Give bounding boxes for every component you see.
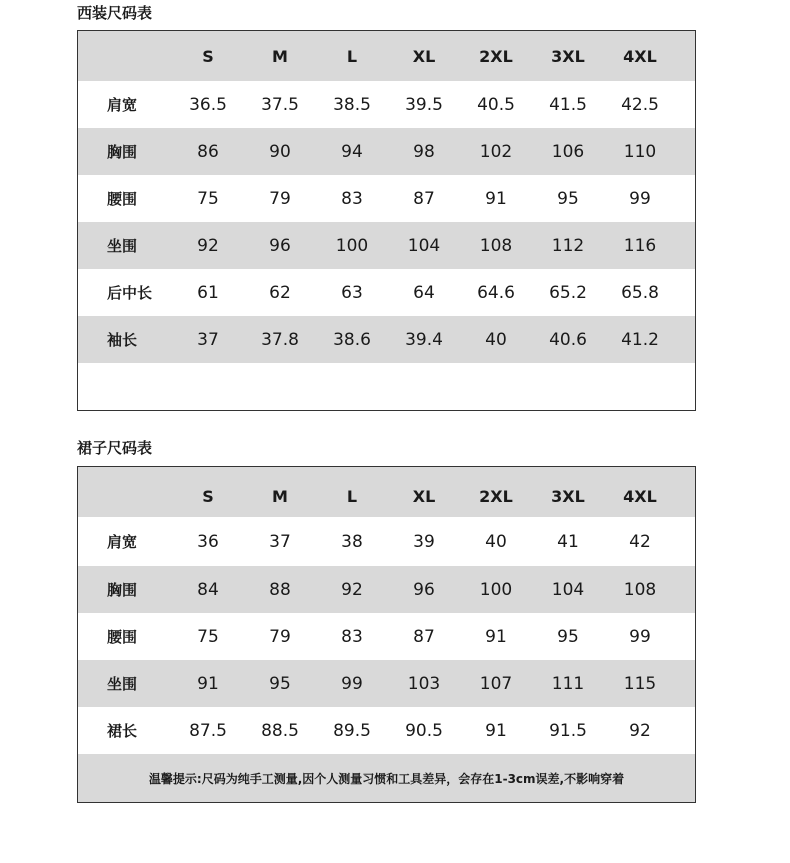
size-header-2xl: 2XL	[479, 46, 513, 66]
value-xl: 98	[413, 141, 435, 162]
value-xl: 87	[413, 626, 435, 647]
size-header-l: L	[346, 46, 358, 66]
value-s: 92	[197, 235, 219, 256]
value-2xl: 91	[485, 626, 507, 647]
value-4xl: 110	[623, 141, 657, 162]
row-label: 胸围	[107, 143, 138, 161]
value-2xl: 100	[479, 579, 513, 600]
empty-row	[78, 363, 695, 410]
value-4xl: 115	[623, 673, 657, 694]
row-waist	[78, 175, 695, 222]
value-s: 75	[197, 626, 219, 647]
value-s: 36.5	[189, 94, 227, 115]
size-header-row	[78, 467, 695, 517]
value-l: 92	[341, 579, 363, 600]
value-2xl: 64.6	[477, 282, 515, 303]
size-header-m: M	[272, 46, 288, 66]
row-chest	[78, 566, 695, 613]
value-s: 84	[197, 579, 219, 600]
size-header-xl: XL	[412, 46, 436, 66]
row-chest	[78, 128, 695, 175]
value-l: 89.5	[333, 720, 371, 741]
row-back-length	[78, 269, 695, 316]
value-2xl: 108	[479, 235, 513, 256]
measurement-note: 温馨提示:尺码为纯手工测量,因个人测量习惯和工具差异，会存在1-3cm误差,不影响穿着	[148, 771, 625, 786]
value-2xl: 40	[485, 329, 507, 350]
value-xl: 87	[413, 188, 435, 209]
value-2xl: 91	[485, 188, 507, 209]
value-l: 63	[341, 282, 363, 303]
row-label: 肩宽	[107, 96, 138, 114]
value-s: 61	[197, 282, 219, 303]
value-4xl: 42	[629, 531, 651, 552]
row-shoulder-width	[78, 517, 695, 566]
value-2xl: 91	[485, 720, 507, 741]
value-xl: 39	[413, 531, 435, 552]
value-l: 38.6	[333, 329, 371, 350]
size-header-3xl: 3XL	[551, 486, 585, 506]
value-3xl: 104	[551, 579, 585, 600]
size-header-m: M	[272, 486, 288, 506]
suit-size-chart-title: 西装尺码表	[77, 4, 153, 22]
value-l: 83	[341, 626, 363, 647]
value-xl: 90.5	[405, 720, 443, 741]
value-3xl: 95	[557, 188, 579, 209]
row-sleeve-length	[78, 316, 695, 363]
row-label: 胸围	[107, 581, 138, 599]
value-4xl: 99	[629, 188, 651, 209]
value-m: 62	[269, 282, 291, 303]
value-xl: 103	[407, 673, 441, 694]
value-l: 83	[341, 188, 363, 209]
row-label: 肩宽	[107, 533, 138, 551]
value-m: 37	[269, 531, 291, 552]
value-4xl: 65.8	[621, 282, 659, 303]
value-3xl: 41	[557, 531, 579, 552]
value-m: 88	[269, 579, 291, 600]
row-shoulder-width	[78, 81, 695, 128]
value-2xl: 40.5	[477, 94, 515, 115]
value-3xl: 40.6	[549, 329, 587, 350]
value-3xl: 106	[551, 141, 585, 162]
value-3xl: 41.5	[549, 94, 587, 115]
row-waist	[78, 613, 695, 660]
row-hip	[78, 222, 695, 269]
value-4xl: 92	[629, 720, 651, 741]
value-m: 37.8	[261, 329, 299, 350]
value-s: 86	[197, 141, 219, 162]
row-label: 腰围	[107, 628, 138, 646]
value-m: 96	[269, 235, 291, 256]
value-2xl: 40	[485, 531, 507, 552]
value-s: 75	[197, 188, 219, 209]
size-header-s: S	[202, 486, 214, 506]
value-2xl: 102	[479, 141, 513, 162]
skirt-size-chart	[77, 466, 696, 803]
value-2xl: 107	[479, 673, 513, 694]
value-m: 37.5	[261, 94, 299, 115]
row-skirt-length	[78, 707, 695, 754]
value-xl: 104	[407, 235, 441, 256]
value-m: 90	[269, 141, 291, 162]
value-4xl: 42.5	[621, 94, 659, 115]
row-hip	[78, 660, 695, 707]
value-s: 87.5	[189, 720, 227, 741]
value-l: 38.5	[333, 94, 371, 115]
value-4xl: 99	[629, 626, 651, 647]
value-3xl: 91.5	[549, 720, 587, 741]
skirt-size-chart-title: 裙子尺码表	[77, 439, 153, 457]
value-m: 79	[269, 188, 291, 209]
value-m: 95	[269, 673, 291, 694]
value-l: 94	[341, 141, 363, 162]
suit-size-chart	[77, 30, 696, 411]
size-header-2xl: 2XL	[479, 486, 513, 506]
row-label: 腰围	[107, 190, 138, 208]
value-xl: 96	[413, 579, 435, 600]
row-label: 坐围	[107, 675, 138, 693]
value-m: 79	[269, 626, 291, 647]
size-header-l: L	[346, 486, 358, 506]
value-s: 91	[197, 673, 219, 694]
measurement-note-row	[78, 754, 695, 802]
size-header-4xl: 4XL	[623, 46, 657, 66]
size-header-xl: XL	[412, 486, 436, 506]
size-header-s: S	[202, 46, 214, 66]
row-label: 后中长	[107, 284, 153, 302]
value-xl: 39.4	[405, 329, 443, 350]
value-3xl: 95	[557, 626, 579, 647]
size-header-3xl: 3XL	[551, 46, 585, 66]
value-xl: 64	[413, 282, 435, 303]
value-3xl: 65.2	[549, 282, 587, 303]
value-4xl: 41.2	[621, 329, 659, 350]
row-label: 裙长	[107, 722, 138, 740]
value-l: 38	[341, 531, 363, 552]
value-3xl: 112	[551, 235, 585, 256]
value-m: 88.5	[261, 720, 299, 741]
value-3xl: 111	[551, 673, 585, 694]
value-s: 37	[197, 329, 219, 350]
row-label: 袖长	[107, 331, 138, 349]
row-label: 坐围	[107, 237, 138, 255]
value-s: 36	[197, 531, 219, 552]
value-xl: 39.5	[405, 94, 443, 115]
value-l: 99	[341, 673, 363, 694]
size-header-4xl: 4XL	[623, 486, 657, 506]
size-header-row	[78, 31, 695, 81]
value-l: 100	[335, 235, 369, 256]
value-4xl: 108	[623, 579, 657, 600]
value-4xl: 116	[623, 235, 657, 256]
